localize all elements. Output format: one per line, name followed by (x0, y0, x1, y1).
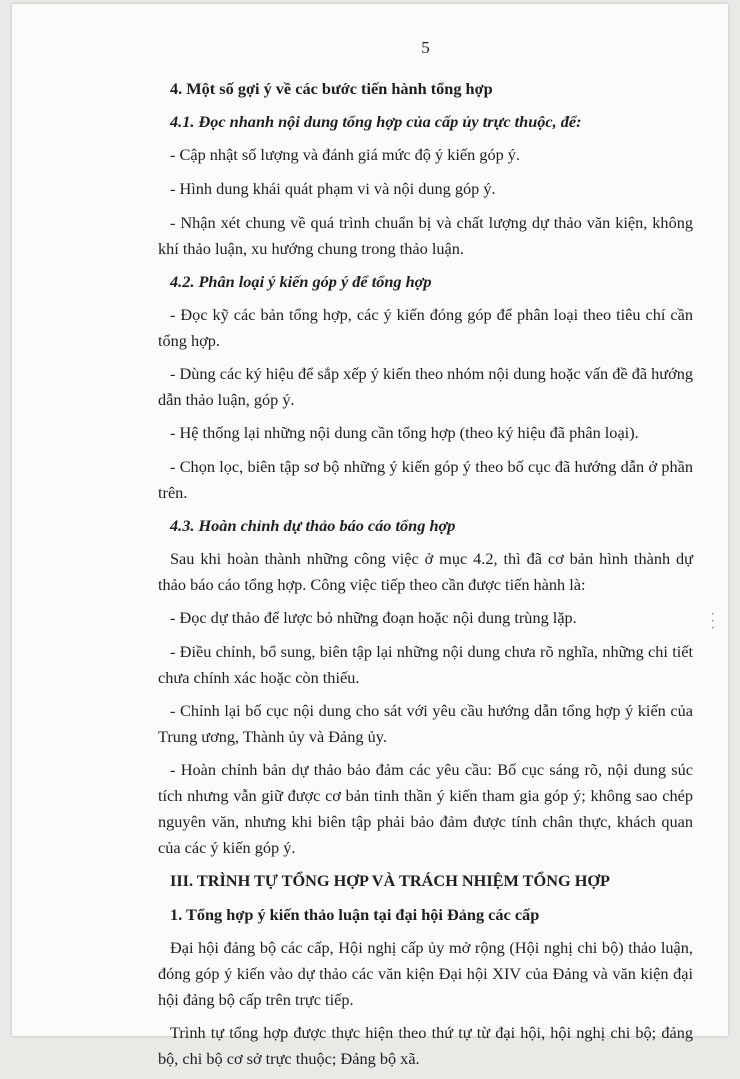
paragraph: Đại hội đảng bộ các cấp, Hội nghị cấp ủy mở rộng (Hội nghị chi bộ) thảo luận, đóng góp ý kiến vào dự thảo các văn kiện Đại hội XIV của Đảng và văn kiện đại hội đảng bộ cấp trên trực tiếp. (158, 938, 693, 1009)
list-item: - Đọc kỹ các bản tổng hợp, các ý kiến đóng góp để phân loại theo tiêu chí cần tổng hợp. (158, 305, 693, 350)
list-item: - Chọn lọc, biên tập sơ bộ những ý kiến góp ý theo bố cục đã hướng dẫn ở phần trên. (158, 457, 693, 502)
list-item: - Chỉnh lại bố cục nội dung cho sát với yêu cầu hướng dẫn tổng hợp ý kiến của Trung ương, Thành ủy và Đảng ủy. (158, 701, 693, 746)
section-iii-heading: III. TRÌNH TỰ TỔNG HỢP VÀ TRÁCH NHIỆM TỔNG HỢP (170, 871, 610, 890)
margin-handwriting: · · · (706, 612, 719, 630)
section-4-heading: 4. Một số gợi ý về các bước tiến hành tổng hợp (170, 79, 493, 98)
subsection-4-1-heading: 4.1. Đọc nhanh nội dung tổng hợp của cấp ủy trực thuộc, để: (170, 112, 582, 131)
list-item: - Cập nhật số lượng và đánh giá mức độ ý kiến góp ý. (170, 145, 521, 164)
paragraph: Sau khi hoàn thành những công việc ở mục 4.2, thì đã cơ bản hình thành dự thảo báo cáo tổng hợp. Công việc tiếp theo cần được tiến hành là: (158, 549, 693, 594)
list-item: - Hoàn chỉnh bản dự thảo bảo đảm các yêu cầu: Bố cục sáng rõ, nội dung súc tích nhưng vẫn giữ được cơ bản tinh thần ý kiến tham gia góp ý; không sao chép nguyên văn, nhưng khi biên tập phải bảo đảm được tính chân thực, khách quan của các ý kiến góp ý. (158, 760, 693, 857)
subsection-4-3-heading: 4.3. Hoàn chỉnh dự thảo báo cáo tổng hợp (170, 516, 456, 535)
subsection-iii-1-heading: 1. Tổng hợp ý kiến thảo luận tại đại hội Đảng các cấp (170, 905, 540, 924)
subsection-4-2-heading: 4.2. Phân loại ý kiến góp ý để tổng hợp (170, 272, 432, 291)
list-item: - Hệ thống lại những nội dung cần tổng hợp (theo ký hiệu đã phân loại). (170, 423, 639, 442)
list-item: - Nhận xét chung về quá trình chuẩn bị và chất lượng dự thảo văn kiện, không khí thảo luận, xu hướng chung trong thảo luận. (158, 213, 693, 258)
page-content (158, 38, 693, 1079)
list-item: - Hình dung khái quát phạm vi và nội dung góp ý. (170, 179, 496, 198)
paragraph: Trình tự tổng hợp được thực hiện theo thứ tự từ đại hội, hội nghị chi bộ; đảng bộ, chi bộ cơ sở trực thuộc; Đảng bộ xã. (158, 1023, 693, 1068)
list-item: - Điều chỉnh, bổ sung, biên tập lại những nội dung chưa rõ nghĩa, những chi tiết chưa chính xác hoặc còn thiếu. (158, 642, 693, 687)
list-item: - Đọc dự thảo để lược bỏ những đoạn hoặc nội dung trùng lặp. (170, 608, 577, 627)
page-number: 5 (421, 38, 430, 57)
document-page (12, 4, 728, 1068)
list-item: - Dùng các ký hiệu để sắp xếp ý kiến theo nhóm nội dung hoặc vấn đề đã hướng dẫn thảo luận, góp ý. (158, 364, 693, 409)
